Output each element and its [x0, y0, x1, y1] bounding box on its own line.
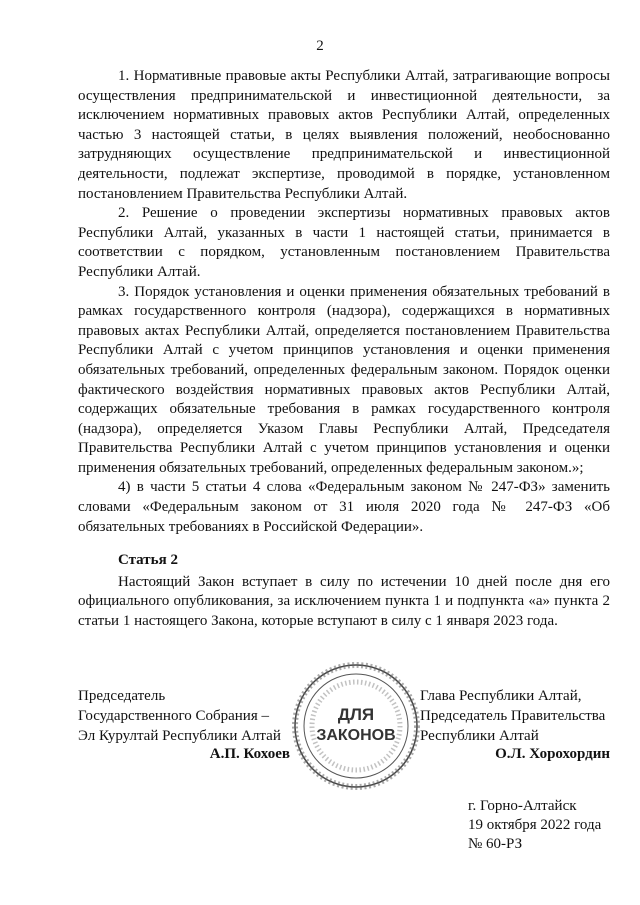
city: г. Горно-Алтайск [468, 798, 577, 814]
paragraph-2: 2. Решение о проведении экспертизы нормативных правовых актов Республики Алтай, указанных в части 1 настоящей статьи, принимается в соответствии с порядком, установленным постановлением Правительства Республики Алтай. [78, 205, 610, 280]
left-signatory-title-3: Эл Курултай Республики Алтай [78, 728, 281, 744]
article-2-title: Статья 2 [118, 552, 178, 569]
left-signatory-title-2: Государственного Собрания – [78, 708, 269, 724]
stamp-text-1: ДЛЯ [337, 705, 375, 724]
right-signatory-title-3: Республики Алтай [420, 728, 539, 744]
page-number: 2 [316, 38, 324, 54]
paragraph-1: 1. Нормативные правовые акты Республики Алтай, затрагивающие вопросы осуществления предпринимательской и инвестиционной деятельности, за исключением нормативных правовых актов Республики Алтай, определенных частью 3 настоящей статьи, в целях выявления положений, необоснованно затрудняющих осуществление предпринимательской и инвестиционной деятельности, подлежат экспертизе, проводимой в порядке, установленном постановлением Правительства Республики Алтай. [78, 68, 610, 202]
right-signatory-title-1: Глава Республики Алтай, [420, 688, 582, 704]
left-signatory-name: А.П. Кохоев [209, 746, 290, 762]
right-signatory-name: О.Л. Хорохордин [495, 746, 610, 762]
document-body [78, 67, 610, 632]
article-2-text: Настоящий Закон вступает в силу по истечении 10 дней после дня его официального опубликования, за исключением пункта 1 и подпункта «а» пункта 2 статьи 1 настоящего Закона, которые вступают в силу с 1 января 2023 года. [78, 573, 610, 630]
left-signatory-title-1: Председатель [78, 688, 166, 704]
signature-block-left [78, 686, 298, 746]
right-signatory-title-2: Председатель Правительства [420, 708, 606, 724]
date: 19 октября 2022 года [468, 817, 602, 833]
place-date-number [468, 797, 601, 854]
paragraph-3: 3. Порядок установления и оценки применения обязательных требований в рамках государственного контроля (надзора), содержащихся в нормативных правовых актах Республики Алтай, определяется постановлением Правительства Республики Алтай с учетом принципов установления и оценки применения обязательных требований, определенных федеральным законом. Порядок оценки фактического воздействия нормативных правовых актов Республики Алтай, содержащих обязательные требования в рамках государственного контроля (надзора), определяется Указом Главы Республики Алтай, Председателя Правительства Республики Алтай с учетом принципов установления и оценки применения обязательных требований, определенных федеральным законом.»; [78, 283, 610, 476]
signature-block-right [420, 686, 615, 746]
law-number: № 60-РЗ [468, 836, 523, 852]
stamp-text-2: ЗАКОНОВ [316, 727, 396, 744]
official-stamp [292, 662, 420, 790]
paragraph-4: 4) в части 5 статьи 4 слова «Федеральным законом № 247-ФЗ» заменить словами «Федеральным законом от 31 июля 2020 года № 247-ФЗ «Об обязательных требованиях в Российской Федерации». [78, 479, 610, 535]
